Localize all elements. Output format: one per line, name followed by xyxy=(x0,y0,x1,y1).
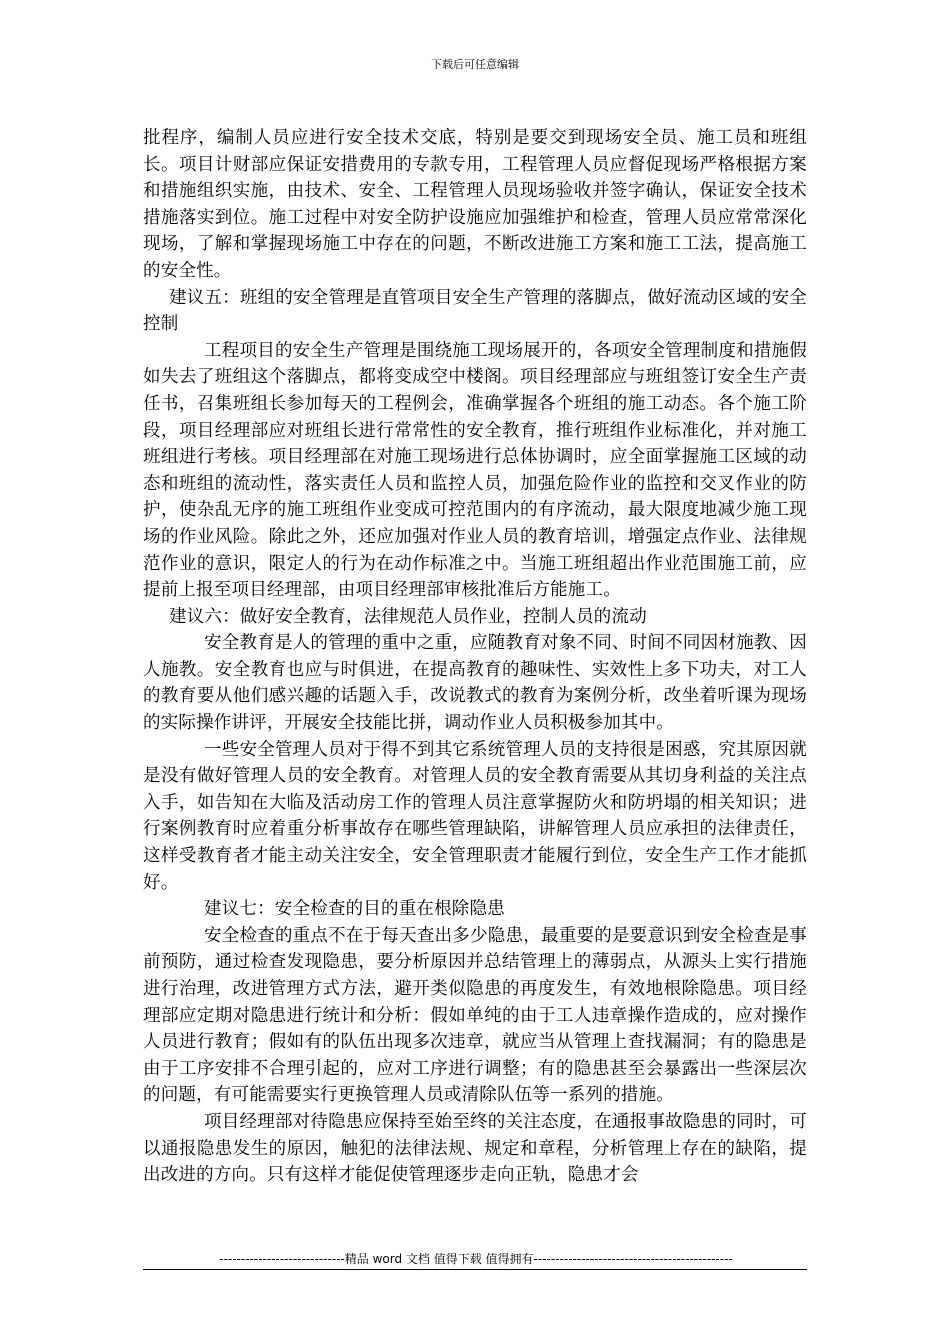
paragraph-manager-education: 一些安全管理人员对于得不到其它系统管理人员的支持很是困惑，究其原因就是没有做好管理人员的安全教育。对管理人员的安全教育需要从其切身利益的关注点入手，如告知在大临及活动房工作的管理人员注意掌握防火和防坍塌的相关知识；进行案例教育时应着重分析事故存在哪些管理缺陷，讲解管理人员应承担的法律责任，这样受教育者才能主动关注安全，安全管理职责才能履行到位，安全生产工作才能抓好。 xyxy=(143,739,807,893)
paragraph-team-management: 工程项目的安全生产管理是围绕施工现场展开的，各项安全管理制度和措施假如失去了班组这个落脚点，都将变成空中楼阁。项目经理部应与班组签订安全生产责任书，召集班组长参加每天的工程例会，准确掌握各个班组的施工动态。各个施工阶段，项目经理部应对班组长进行常常性的安全教育，推行班组作业标准化，并对施工班组进行考核。项目经理部在对施工现场进行总体协调时，应全面掌握施工区域的动态和班组的流动性，落实责任人员和监控人员，加强危险作业的监控和交叉作业的防护，使杂乱无序的施工班组作业变成可控范围内的有序流动，最大限度地减少施工现场的作业风险。除此之外，还应加强对作业人员的教育培训，增强定点作业、法律规范作业的意识，限定人的行为在动作标准之中。当施工班组超出作业范围施工前，应提前上报至项目经理部，由项目经理部审核批准后方能施工。 xyxy=(143,340,807,601)
paragraph-hazard-attention: 项目经理部对待隐患应保持至始至终的关注态度，在通报事故隐患的同时，可以通报隐患发生的原因，触犯的法律法规、规定和章程，分析管理上存在的缺陷，提出改进的方向。只有这样才能促使管理逐步走向正轨，隐患才会 xyxy=(143,1111,807,1186)
heading-suggestion-7: 建议七：安全检查的目的重在根除隐患 xyxy=(204,899,505,920)
paragraph-safety-inspection: 安全检查的重点不在于每天查出多少隐患，最重要的是要意识到安全检查是事前预防，通过检查发现隐患，要分析原因并总结管理上的薄弱点，从源头上实行措施进行治理，改进管理方式方法，避开类似隐患的再度发生，有效地根除隐患。项目经理部应定期对隐患进行统计和分析：假如单纯的由于工人违章操作造成的，应对操作人员进行教育；假如有的队伍出现多次违章，就应当从管理上查找漏洞；有的隐患是由于工序安排不合理引起的，应对工序进行调整；有的隐患甚至会暴露出一些深层次的问题，有可能需要实行更换管理人员或清除队伍等一系列的措施。 xyxy=(143,925,807,1106)
document-body xyxy=(143,125,807,1189)
heading-suggestion-5: 建议五：班组的安全管理是直管项目安全生产管理的落脚点，做好流动区域的安全控制 xyxy=(143,287,807,335)
paragraph-safety-education: 安全教育是人的管理的重中之重，应随教育对象不同、时间不同因材施教、因人施教。安全教育也应与时俱进，在提高教育的趣味性、实效性上多下功夫，对工人的教育要从他们感兴趣的话题入手，改说教式的教育为案例分析，改坐着听课为现场的实际操作讲评，开展安全技能比拼，调动作业人员积极参加其中。 xyxy=(143,633,807,734)
page-header-note: 下载后可任意编辑 xyxy=(431,58,519,71)
footer-divider xyxy=(143,1269,807,1270)
paragraph-continuation: 批程序，编制人员应进行安全技术交底，特别是要交到现场安全员、施工员和班组长。项目计财部应保证安措费用的专款专用，工程管理人员应督促现场严格根据方案和措施组织实施，由技术、安全、工程管理人员现场验收并签字确认，保证安全技术措施落实到位。施工过程中对安全防护设施应加强维护和检查，管理人员应常常深化现场，了解和掌握现场施工中存在的问题，不断改进施工方案和施工工法，提高施工的安全性。 xyxy=(143,128,807,281)
heading-suggestion-6: 建议六：做好安全教育，法律规范人员作业，控制人员的流动 xyxy=(169,606,647,627)
page-footer-note: -----------------------------精品 word 文档 值得下载 值得拥有---------------------------------------------- xyxy=(219,1252,733,1266)
